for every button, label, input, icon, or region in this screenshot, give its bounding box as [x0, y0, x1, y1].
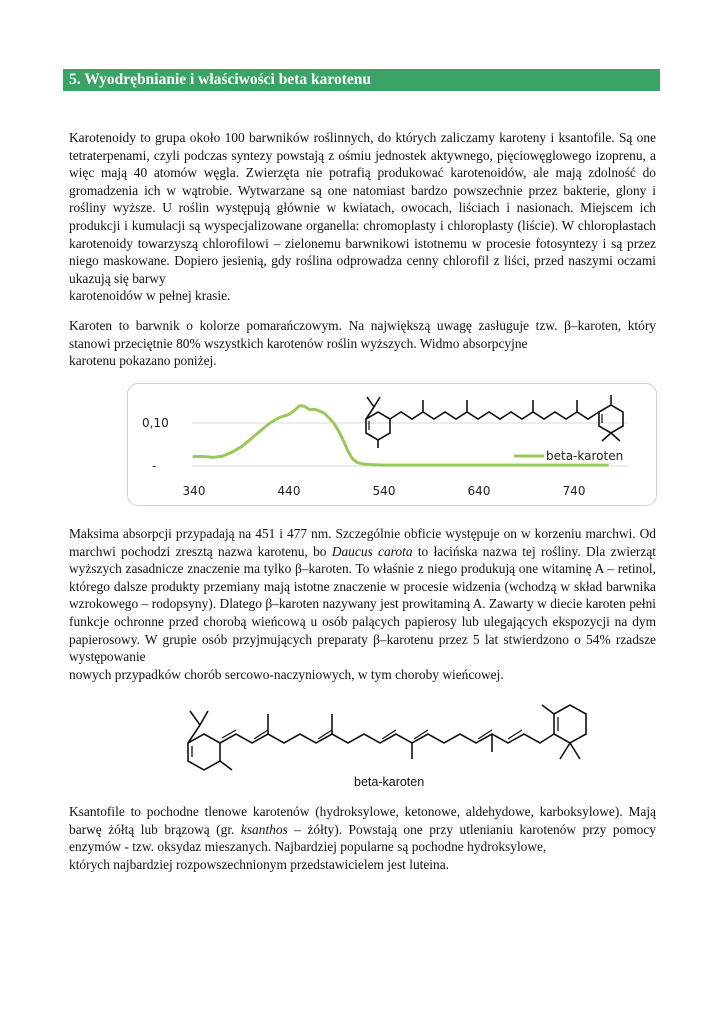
paragraph-carotenoids-text: Karotenoidy to grupa około 100 barwników roślinnych, do których zaliczamy karoteny i ksantofile. Są one tetraterpenami, czyli podczas syntezy powstają z ośmiu jednostek aktywnego, pięciowęglowego izoprenu, a więc mają 40 atomów węgla. Zwierzęta nie potrafią produkować karotenoidów, ale mają zdolność do gromadzenia ich w wątrobie. Wytwarzane są one natomiast bardzo powszechnie przez bakterie, glony i rośliny wyższe. U roślin występują głównie w kwiatach, owocach, liściach i nasionach. Miejscem ich produkcji i kumulacji są wyspecjalizowane organella: chromoplasty i chloroplasty (liście). W chloroplastach karotenoidy towarzyszą chlorofilowi – zielonemu barwnikowi istotnemu w procesie fotosyntezy i są przez niego maskowane. Dopiero jesienią, gdy roślina odprowadza cenny chlorofil z liści, przed naszymi oczami ukazują się barwy	[69, 130, 656, 286]
paragraph-xanthophylls-last-line: których najbardziej rozpowszechnionym przedstawicielem jest luteina.	[69, 856, 450, 872]
paragraph-xanthophylls-text-b: – żółty). Powstają one przy utlenianiu karotenów przy pomocy enzymów - tzw. oksydaz mieszanych. Najbardziej popularne są pochodne hydroksylowe,	[69, 821, 657, 855]
molecule-svg	[170, 697, 600, 793]
paragraph-carotenoids	[69, 129, 656, 305]
greek-term: ksanthos	[240, 821, 288, 837]
y-axis-labels	[142, 416, 169, 473]
paragraph-absorption-maxima	[69, 525, 656, 683]
paragraph-carotene-last-line: karotenu pokazano poniżej.	[69, 353, 217, 369]
paragraph-xanthophylls-text-a: Ksantofile to pochodne tlenowe karotenów (hydroksylowe, ketonowe, aldehydowe, karboksylowe). Mają barwę żółtą lub brązową (gr.	[69, 804, 656, 837]
absorption-spectrum-chart	[127, 383, 657, 506]
x-tick-label: 440	[277, 484, 301, 498]
paragraph-absorption-maxima-last-line: nowych przypadków chorób sercowo-naczyniowych, w tym choroby wieńcowej.	[69, 666, 504, 682]
paragraph-carotene-text: Karoten to barwnik o kolorze pomarańczowym. Na największą uwagę zasługuje tzw. β–karoten, który stanowi przeciętnie 80% wszystkich karotenów roślin wyższych. Widmo absorpcyjne	[69, 318, 656, 351]
x-tick-label: 740	[562, 484, 586, 498]
y-tick-label: 0,10	[142, 416, 169, 430]
beta-carotene-structure-figure	[170, 697, 600, 793]
chart-molecule-structure	[366, 395, 623, 448]
legend-label: beta-karoten	[546, 449, 624, 463]
chart-legend	[514, 449, 623, 463]
y-tick-label: -	[152, 459, 157, 473]
x-tick-label: 640	[467, 484, 491, 498]
x-tick-label: 340	[182, 484, 206, 498]
molecule-caption: beta-karoten	[354, 775, 425, 789]
paragraph-xanthophylls	[69, 803, 656, 873]
paragraph-absorption-maxima-text-b: to łacińska nazwa tej rośliny. Dla zwierząt wyższych zasadnicze znaczenie ma tylko β–karoten. To właśnie z niego produkują one witaminę A – retinol, którego dalsze produkty przemiany mają istotne znaczenie w procesie widzenia (wchodzą w skład barwnika wzrokowego – rodopsyny). Dlatego β–karoten nazywany jest prowitaminą A. Zawarty w diecie karoten pełni funkcje ochronne przed chorobą wieńcową u osób palących papierosy lub ulegających ekspozycji na dym papierosowy. W grupie osób przyjmujących preparaty β–karotenu przez 5 lat stwierdzono o 54% rzadsze występowanie	[69, 543, 656, 665]
paragraph-absorption-maxima-text-a: Maksima absorpcji przypadają na 451 i 477 nm. Szczególnie obficie występuje on w korzeniu marchwi. Od marchwi pochodzi zresztą nazwa karotenu, bo	[69, 526, 656, 559]
x-axis-labels	[183, 484, 586, 498]
chart-svg	[128, 384, 656, 505]
section-header: 5. Wyodrębnianie i właściwości beta karotenu	[63, 69, 660, 91]
molecule-structure	[188, 705, 586, 770]
latin-name: Daucus carota	[331, 543, 413, 559]
paragraph-carotene	[69, 317, 656, 370]
paragraph-carotenoids-last-line: karotenoidów w pełnej krasie.	[69, 288, 231, 304]
x-tick-label: 540	[372, 484, 396, 498]
